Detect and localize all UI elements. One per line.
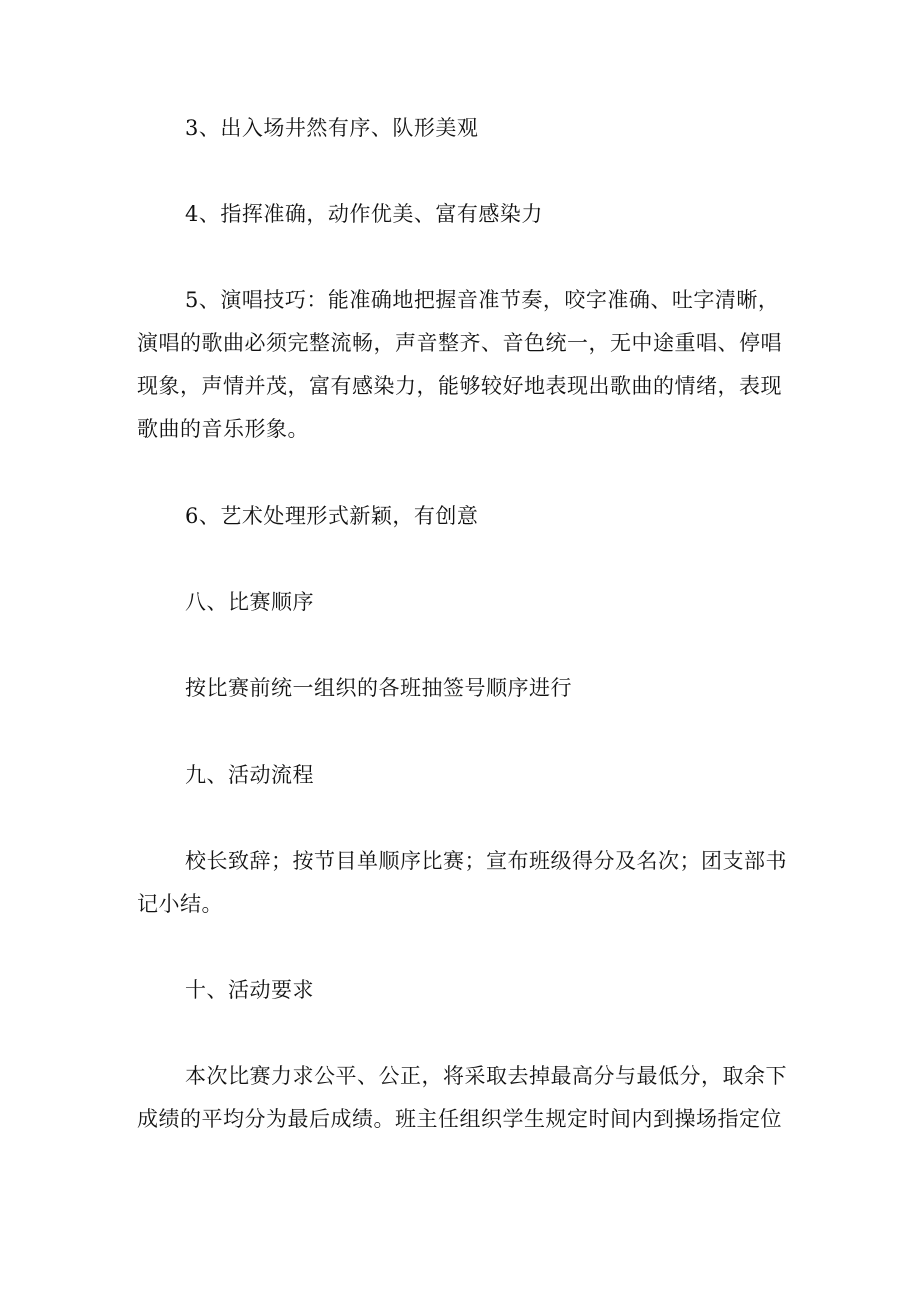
criterion-4: 4、指挥准确，动作优美、富有感染力 [185,202,543,226]
section-heading-8: 八、比赛顺序 [185,590,314,614]
activity-requirements-text: 本次比赛力求公平、公正，将采取去掉最高分与最低分，取余下成绩的平均分为最后成绩。班主任组织学生规定时间内到操场指定位 [137,1064,787,1131]
section-heading-10: 十、活动要求 [185,978,314,1002]
section-heading-9: 九、活动流程 [185,763,314,787]
competition-order-text: 按比赛前统一组织的各班抽签号顺序进行 [185,676,572,700]
criterion-5: 5、演唱技巧：能准确地把握音准节奏，咬字准确、吐字清晰，演唱的歌曲必须完整流畅，声音整齐、音色统一，无中途重唱、停唱现象，声情并茂，富有感染力，能够较好地表现出歌曲的情绪，表现歌曲的音乐形象。 [137,288,782,441]
criterion-3: 3、出入场井然有序、队形美观 [185,116,479,140]
criterion-6: 6、艺术处理形式新颖，有创意 [185,504,479,528]
activity-process-text: 校长致辞；按节目单顺序比赛；宣布班级得分及名次；团支部书记小结。 [137,849,787,916]
